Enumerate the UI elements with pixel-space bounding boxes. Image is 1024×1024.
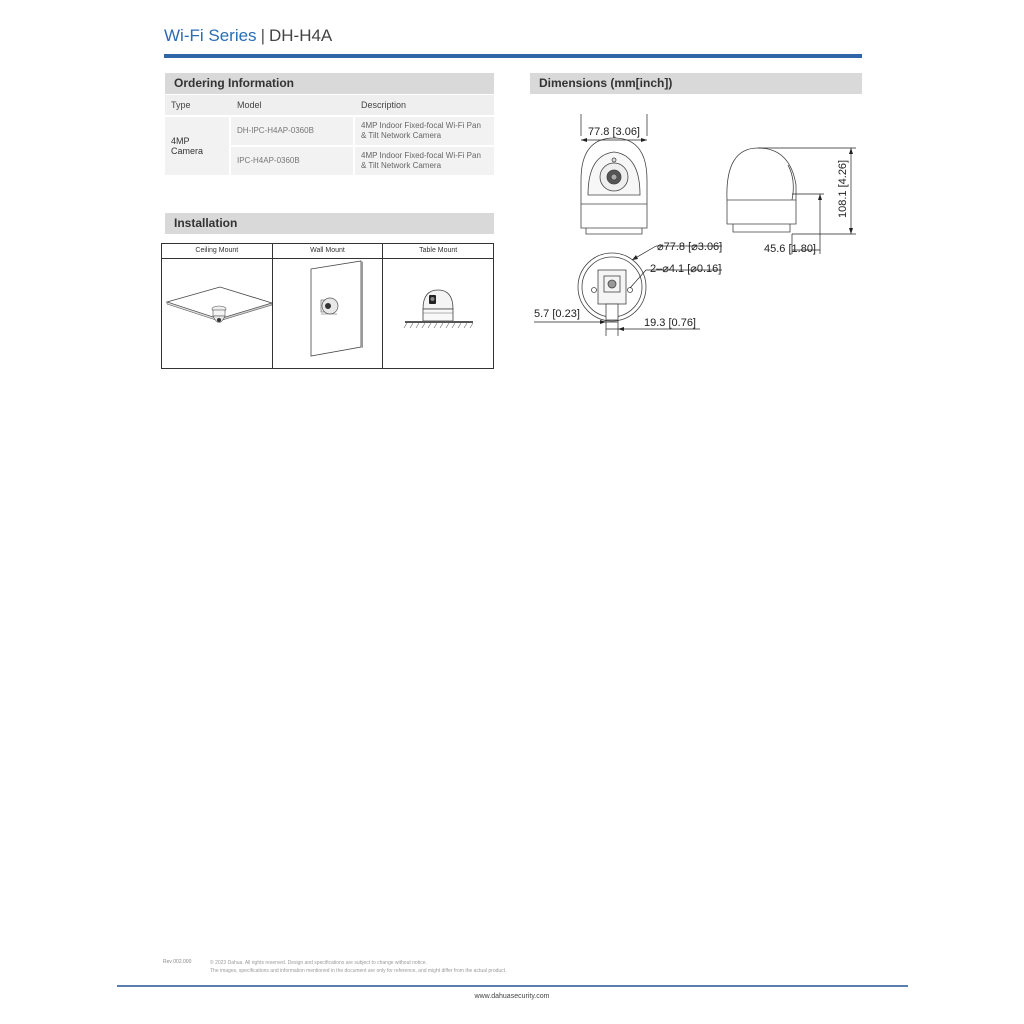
header-separator: | xyxy=(260,26,265,45)
side-view xyxy=(727,148,796,232)
table-row xyxy=(165,117,494,147)
ordering-section-title: Ordering Information xyxy=(165,73,494,94)
slot-label: 19.3 [0.76] xyxy=(644,317,696,329)
description-cell xyxy=(355,117,494,147)
type-cell: 4MP Camera xyxy=(165,117,231,177)
bottom-view xyxy=(578,253,646,321)
wall-mount-cell xyxy=(273,244,384,368)
installation-grid xyxy=(161,243,494,369)
model-cell: DH-IPC-H4AP-0360B xyxy=(231,117,355,147)
installation-section-title: Installation xyxy=(165,213,494,234)
header-divider xyxy=(164,54,862,58)
column-header-type: Type xyxy=(165,95,231,117)
website-link[interactable]: www.dahuasecurity.com xyxy=(474,993,550,1000)
column-header-model: Model xyxy=(231,95,355,117)
legal-line: © 2023 Dahua. All rights reserved. Design and specifications are subject to change without notice. xyxy=(210,960,427,966)
description-line: 4MP Indoor Fixed-focal Wi-Fi Pan xyxy=(361,151,481,160)
front-view xyxy=(581,138,647,234)
mount-label: Ceiling Mount xyxy=(162,244,272,259)
column-header-description: Description xyxy=(355,95,494,117)
footer-divider xyxy=(117,985,908,987)
width-label: 77.8 [3.06] xyxy=(588,126,640,138)
legal-notice xyxy=(210,959,506,975)
ceiling-mount-cell xyxy=(162,244,273,368)
wall-mount-illustration xyxy=(273,259,383,369)
holes-label: 2–⌀4.1 [⌀0.16] xyxy=(650,263,722,275)
model-cell: IPC-H4AP-0360B xyxy=(231,147,355,177)
mount-label: Table Mount xyxy=(383,244,493,259)
series-title: Wi-Fi Series xyxy=(164,26,257,45)
model-title: DH-H4A xyxy=(268,26,333,45)
depth-label: 45.6 [1.80] xyxy=(764,243,816,255)
dimensions-section-title: Dimensions (mm[inch]) xyxy=(530,73,862,94)
height-label: 108.1 [4.26] xyxy=(837,159,849,218)
ordering-table xyxy=(165,95,494,177)
base-diameter-label: ⌀77.8 [⌀3.06] xyxy=(657,241,723,253)
page-header xyxy=(164,26,332,46)
description-line: & Tilt Network Camera xyxy=(361,161,442,170)
table-mount-cell xyxy=(383,244,493,368)
offset-label: 5.7 [0.23] xyxy=(534,308,580,320)
description-line: 4MP Indoor Fixed-focal Wi-Fi Pan xyxy=(361,121,481,130)
dimension-drawing xyxy=(526,100,866,340)
revision-label: Rev 002.000 xyxy=(163,959,192,965)
description-cell xyxy=(355,147,494,177)
mount-label: Wall Mount xyxy=(273,244,383,259)
table-header-row xyxy=(165,95,494,117)
table-mount-illustration xyxy=(383,259,493,369)
description-line: & Tilt Network Camera xyxy=(361,131,442,140)
legal-line: The images, specifications and information mentioned in the document are only for reference, and might differ from the actual product. xyxy=(210,968,507,974)
ceiling-mount-illustration xyxy=(162,259,272,369)
